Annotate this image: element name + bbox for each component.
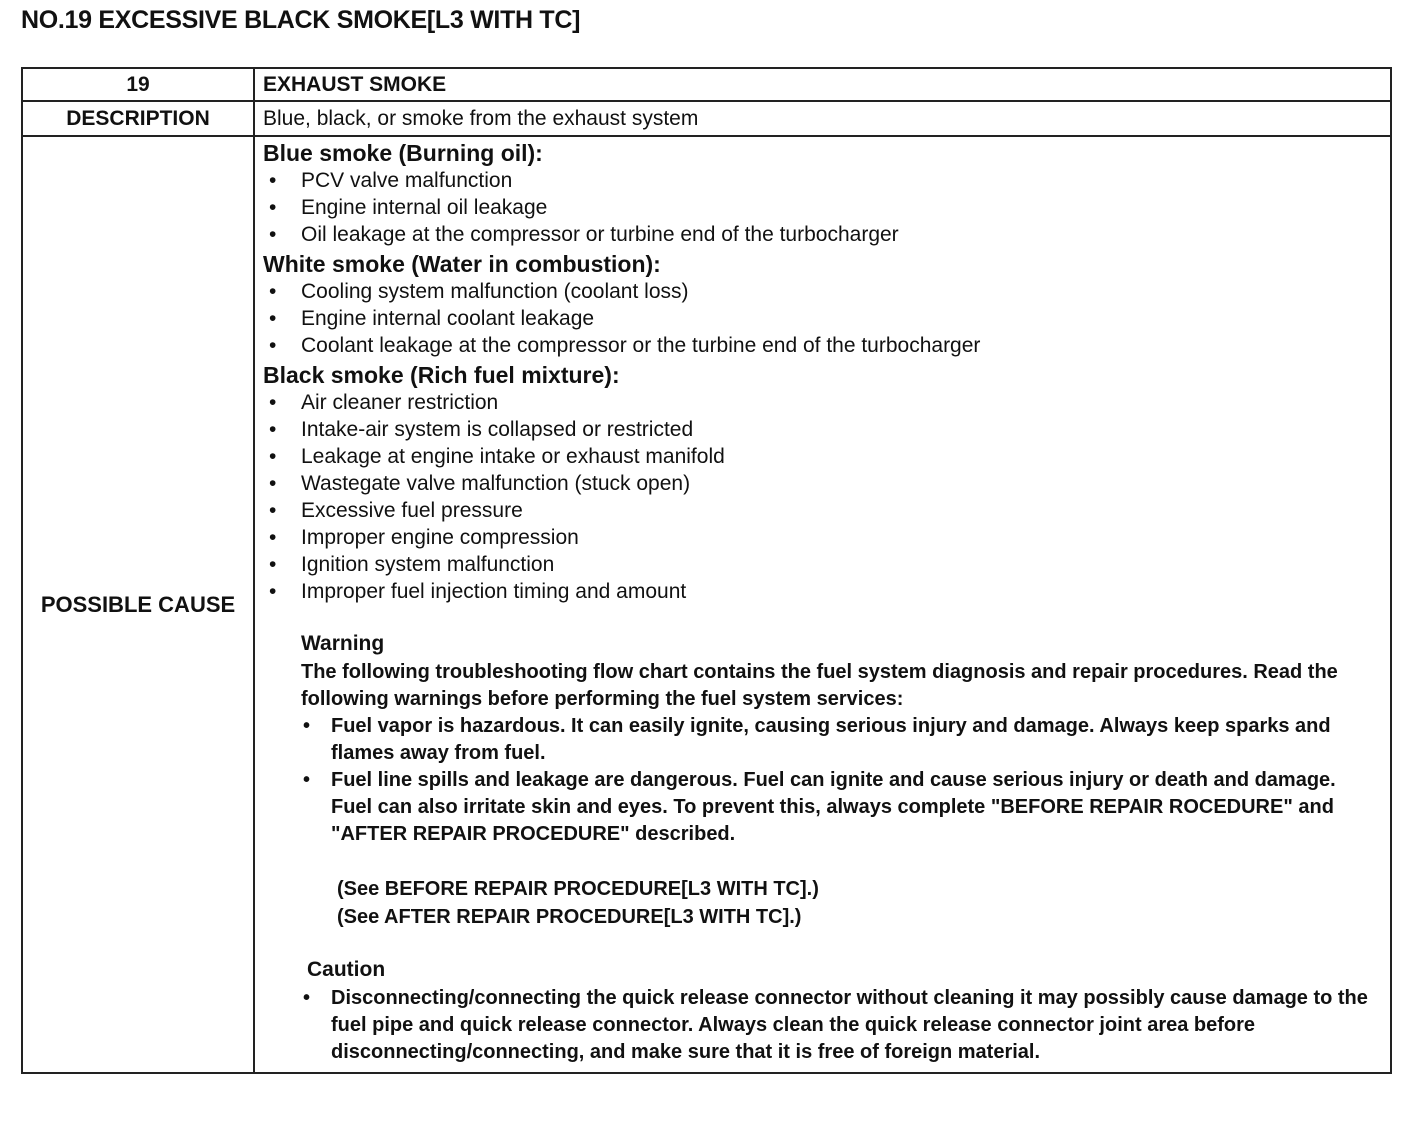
list-item: • Intake-air system is collapsed or restricted bbox=[263, 416, 1382, 443]
list-item: • Cooling system malfunction (coolant loss) bbox=[263, 278, 1382, 305]
possible-cause-content bbox=[254, 136, 1391, 1073]
warning-label: Warning bbox=[301, 632, 385, 655]
warning-block bbox=[301, 629, 1382, 1066]
warning-item: • Fuel vapor is hazardous. It can easily ignite, causing serious injury and damage. Always keep sparks and flames away from fuel. bbox=[301, 713, 1382, 767]
caution-label: Caution bbox=[307, 958, 386, 981]
table-row-possible-cause bbox=[22, 136, 1391, 1073]
caution-list bbox=[301, 985, 1382, 1066]
warning-item: • Fuel line spills and leakage are dangerous. Fuel can ignite and cause serious injury or death and damage. Fuel can also irritate skin and eyes. To prevent this, always complete "BEFORE REPAIR ROCEDURE" and "AFTER REPAIR PROCEDURE" described. bbox=[301, 767, 1382, 848]
list-item: • Coolant leakage at the compressor or the turbine end of the turbocharger bbox=[263, 332, 1382, 359]
blue-smoke-list bbox=[263, 167, 1382, 248]
warning-intro: The following troubleshooting flow chart contains the fuel system diagnosis and repair procedures. Read the following warnings before performing the fuel system services: bbox=[301, 661, 1338, 710]
list-item: • Oil leakage at the compressor or turbine end of the turbocharger bbox=[263, 221, 1382, 248]
see-after-repair-link[interactable]: (See AFTER REPAIR PROCEDURE[L3 WITH TC].) bbox=[337, 906, 802, 928]
list-item: • Excessive fuel pressure bbox=[263, 497, 1382, 524]
see-before-repair-link[interactable]: (See BEFORE REPAIR PROCEDURE[L3 WITH TC].) bbox=[337, 878, 819, 900]
list-item: • Improper fuel injection timing and amount bbox=[263, 578, 1382, 605]
see-references bbox=[337, 875, 1382, 931]
group-heading-blue-smoke: Blue smoke (Burning oil): bbox=[263, 140, 543, 166]
list-item: • Air cleaner restriction bbox=[263, 389, 1382, 416]
cell-spacer bbox=[263, 1066, 1382, 1072]
list-item: • Engine internal oil leakage bbox=[263, 194, 1382, 221]
group-heading-white-smoke: White smoke (Water in combustion): bbox=[263, 251, 661, 277]
description-text: Blue, black, or smoke from the exhaust system bbox=[254, 101, 1391, 136]
list-item: • Improper engine compression bbox=[263, 524, 1382, 551]
symptom-title-text: EXHAUST SMOKE bbox=[263, 73, 447, 96]
caution-item: • Disconnecting/connecting the quick release connector without cleaning it may possibly cause damage to the fuel pipe and quick release connector. Always clean the quick release connector joint area before disconnecting/connecting, and make sure that it is free of foreign material. bbox=[301, 985, 1382, 1066]
description-label: DESCRIPTION bbox=[22, 101, 254, 136]
troubleshooting-table bbox=[21, 67, 1392, 1074]
list-item: • Leakage at engine intake or exhaust manifold bbox=[263, 443, 1382, 470]
symptom-number: 19 bbox=[22, 68, 254, 101]
group-heading-black-smoke: Black smoke (Rich fuel mixture): bbox=[263, 362, 620, 388]
list-item: • PCV valve malfunction bbox=[263, 167, 1382, 194]
black-smoke-list bbox=[263, 389, 1382, 605]
list-item: • Ignition system malfunction bbox=[263, 551, 1382, 578]
symptom-title bbox=[254, 68, 1391, 101]
table-row-description bbox=[22, 101, 1391, 136]
table-row-number bbox=[22, 68, 1391, 101]
warning-list bbox=[301, 713, 1382, 848]
list-item: • Wastegate valve malfunction (stuck open) bbox=[263, 470, 1382, 497]
page-title: NO.19 EXCESSIVE BLACK SMOKE[L3 WITH TC] bbox=[21, 6, 581, 34]
list-item: • Engine internal coolant leakage bbox=[263, 305, 1382, 332]
white-smoke-list bbox=[263, 278, 1382, 359]
possible-cause-label: POSSIBLE CAUSE bbox=[22, 136, 254, 1073]
